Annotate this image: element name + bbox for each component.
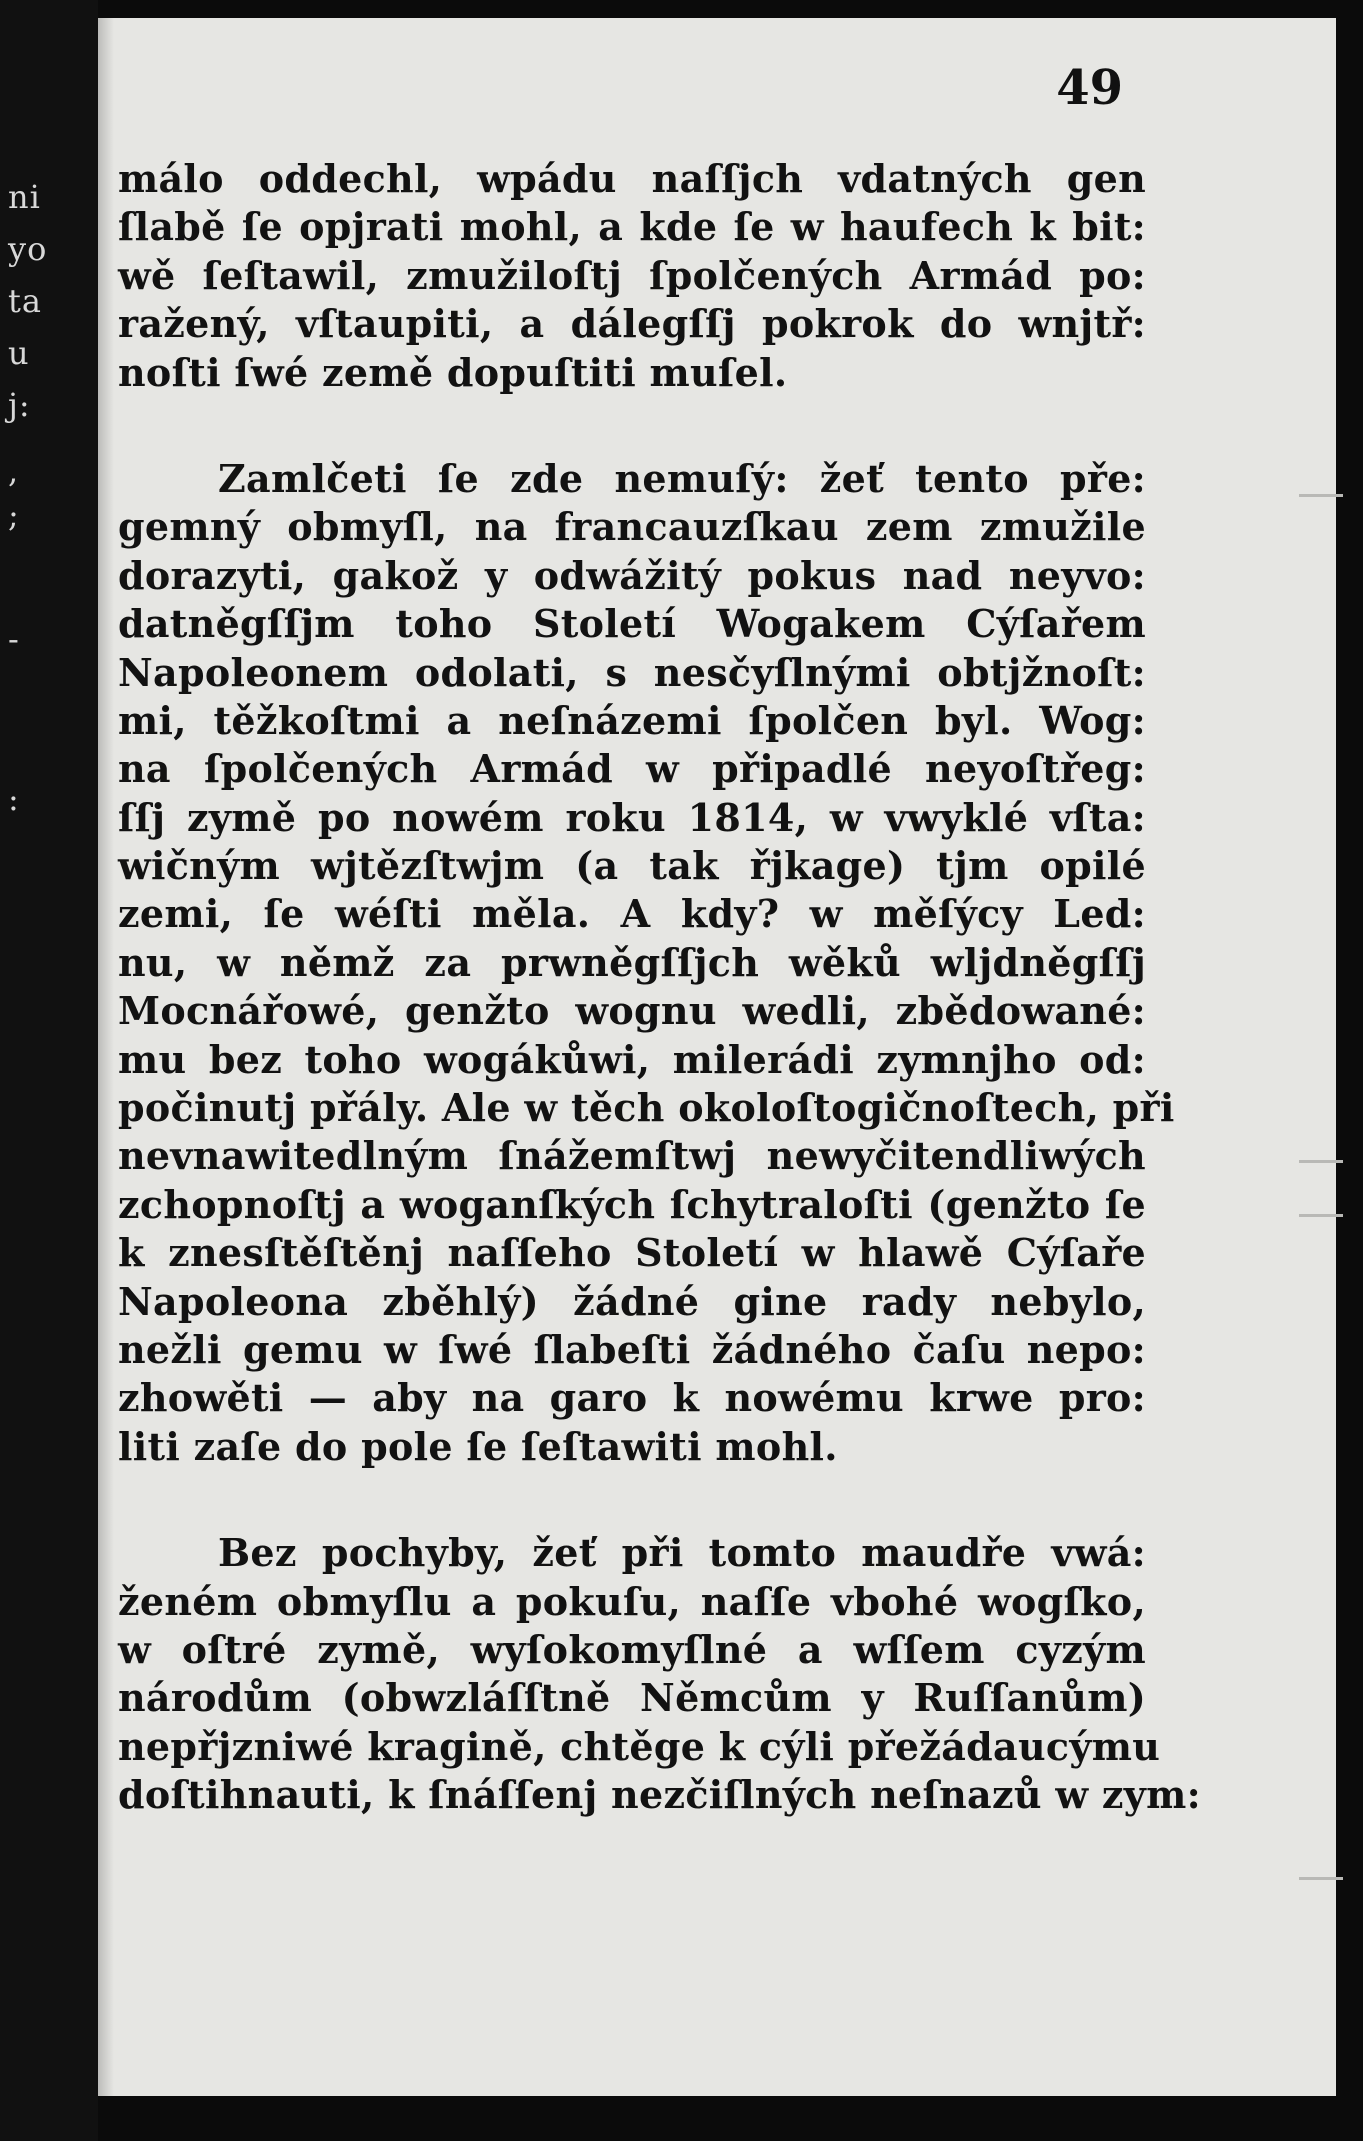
text-line: národům (obwzláſſtně Němcům y Ruſſanům) [118,1675,1146,1721]
text-line: ſſj zymě po nowém roku 1814, w vwyklé vſta: [118,794,1146,840]
text-line: ženém obmyſlu a pokuſu, naſſe vbohé wogſko, [118,1578,1146,1624]
text-line: nepřjzniwé kragině, chtěge k cýli přežádaucýmu [118,1723,1161,1769]
text-line: zchopnoſtj a woganſkých ſchytraloſti (genžto ſe [118,1181,1146,1227]
paragraph-3 [118,1529,1201,1819]
text-line: počinutj přály. Ale w těch okoloſtogičnoſtech, při [118,1085,1175,1131]
margin-mark [1299,1160,1343,1163]
margin-fragment: j: [8,386,31,424]
margin-fragment: , [8,452,20,490]
text-line: w oſtré zymě, wyſokomyſlné a wſſem cyzým [118,1626,1146,1672]
text-line: na ſpolčených Armád w připadlé neyoſtřeg: [118,746,1146,792]
margin-fragment: ni [8,178,41,216]
text-line: zhowěti — aby na garo k nowému krwe pro: [118,1375,1146,1421]
margin-fragment: - [8,620,20,658]
margin-mark [1299,1877,1343,1880]
text-line: k znesſtěſtěnj naſſeho Století w hlawě Cýſaře [118,1230,1146,1276]
text-line: doſtihnauti, k ſnáſſenj nezčiſlných neſnazů w zym: [118,1772,1201,1818]
text-line: wě ſeſtawil, zmužiloſtj ſpolčených Armád po: [118,252,1146,298]
text-line: liti zaſe do pole ſe ſeſtawiti mohl. [118,1423,838,1469]
margin-fragment: yo [8,230,48,268]
text-line: Napoleonem odolati, s nesčyſlnými obtjžnoſt: [118,649,1146,695]
paragraph-2 [118,455,1175,1471]
text-line: datněgſſjm toho Století Wogakem Cýſařem [118,601,1146,647]
margin-fragment: : [8,780,20,818]
text-line: Bez pochyby, žeť při tomto maudře vwá: [218,1530,1146,1576]
text-line: zemi, ſe wéſti měla. A kdy? w měſýcy Led: [118,891,1146,937]
margin-fragment: u [8,334,30,372]
text-line: málo oddechl, wpádu naſſjch vdatných gen [118,156,1146,201]
adjacent-page-edge [0,0,98,2141]
text-line: nevnawitedlným ſnážemſtwj newyčitendliwých [118,1133,1146,1179]
text-line: mi, těžkoſtmi a neſnázemi ſpolčen byl. Wog: [118,697,1146,743]
margin-fragment: ; [8,496,20,534]
page-text [118,155,1201,1820]
text-line: Zamlčeti ſe zde nemuſý: žeť tento pře: [218,455,1146,501]
text-line: wičným wjtězſtwjm (a tak řjkage) tjm opilé [118,843,1146,889]
text-line: mu bez toho wogákůwi, milerádi zymnjho od: [118,1036,1146,1082]
text-line: nežli gemu w ſwé ſlabeſti žádného čaſu nepo: [118,1326,1146,1372]
text-line: gemný obmyſl, na francauzſkau zem zmužile [118,504,1146,550]
page-gutter-shadow [98,18,114,2096]
text-line: noſti ſwé země dopuſtiti muſel. [118,349,788,395]
paragraph-gap [118,1471,1146,1529]
text-line: dorazyti, gakož y odwážitý pokus nad neyvo: [118,552,1146,598]
margin-mark [1299,1214,1343,1217]
text-line: Mocnářowé, genžto wognu wedli, zbědowané: [118,988,1146,1034]
page-number: 49 [1056,60,1123,116]
text-line: ſlabě ſe opjrati mohl, a kde ſe w haufech k bit: [118,204,1146,250]
paragraph-1 [118,155,1146,397]
text-line: Napoleona zběhlý) žádné gine rady nebylo, [118,1278,1146,1324]
text-line: ražený, vſtaupiti, a dálegſſj pokrok do wnjtř: [118,301,1146,347]
paragraph-gap [118,397,1146,455]
margin-fragment: ta [8,282,42,320]
text-line: nu, w němž za prwněgſſjch wěků wljdněgſſj [118,939,1146,985]
margin-mark [1299,494,1343,497]
